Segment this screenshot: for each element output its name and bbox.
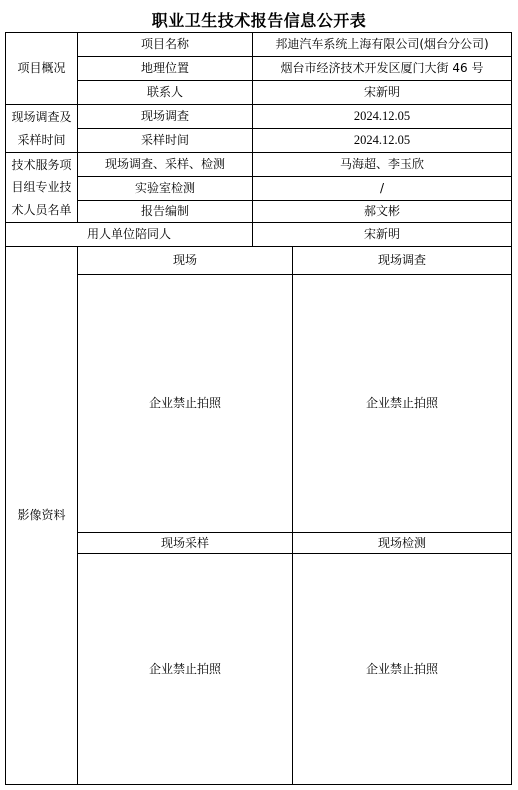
location-label: 地理位置	[140, 61, 189, 76]
report-author-value: 郝文彬	[363, 204, 400, 219]
contact-value: 宋新明	[363, 85, 400, 100]
project-name-label: 项目名称	[140, 37, 189, 52]
panel-header: 现场调查	[377, 253, 426, 268]
lab-test-label: 实验室检测	[134, 181, 195, 196]
photo-placeholder: 企业禁止拍照	[148, 396, 221, 411]
page-title: 职业卫生技术报告信息公开表	[151, 11, 367, 30]
contact-label: 联系人	[146, 85, 183, 100]
escort-label: 用人单位陪同人	[86, 227, 171, 242]
sampling-label: 采样时间	[140, 133, 189, 148]
panel-header: 现场检测	[377, 535, 426, 550]
escort-value: 宋新明	[363, 227, 400, 242]
staff-section-label-line1: 技术服务项	[11, 157, 72, 172]
report-author-label: 报告编制	[140, 204, 189, 219]
survey-label: 现场调查	[140, 109, 189, 124]
photo-placeholder: 企业禁止拍照	[365, 661, 438, 676]
photo-placeholder: 企业禁止拍照	[148, 661, 221, 676]
survey-section-label-line1: 现场调查及	[11, 110, 72, 125]
project-name-value: 邦迪汽车系统上海有限公司(烟台分公司)	[275, 37, 489, 52]
staff-section-label-line2: 目组专业技	[11, 180, 72, 195]
location-value: 烟台市经济技术开发区厦门大街 46 号	[280, 61, 484, 76]
survey-section-label	[6, 105, 77, 152]
sampling-date: 2024.12.05	[353, 133, 411, 147]
staff-section-label-line3: 术人员名单	[11, 202, 72, 217]
survey-date: 2024.12.05	[353, 109, 411, 123]
row-divider	[5, 784, 512, 785]
panel-header: 现场	[172, 253, 197, 268]
staff-section-label	[6, 153, 77, 222]
survey-section-label-line2: 采样时间	[17, 132, 66, 147]
panel-header: 现场采样	[160, 535, 209, 550]
lab-test-value: /	[379, 181, 385, 196]
images-section-label: 影像资料	[17, 508, 66, 523]
overview-section-label: 项目概况	[17, 61, 66, 76]
field-work-value: 马海超、李玉欣	[339, 157, 424, 172]
field-work-label: 现场调查、采样、检测	[104, 157, 225, 172]
col-divider	[511, 32, 512, 785]
photo-placeholder: 企业禁止拍照	[365, 396, 438, 411]
